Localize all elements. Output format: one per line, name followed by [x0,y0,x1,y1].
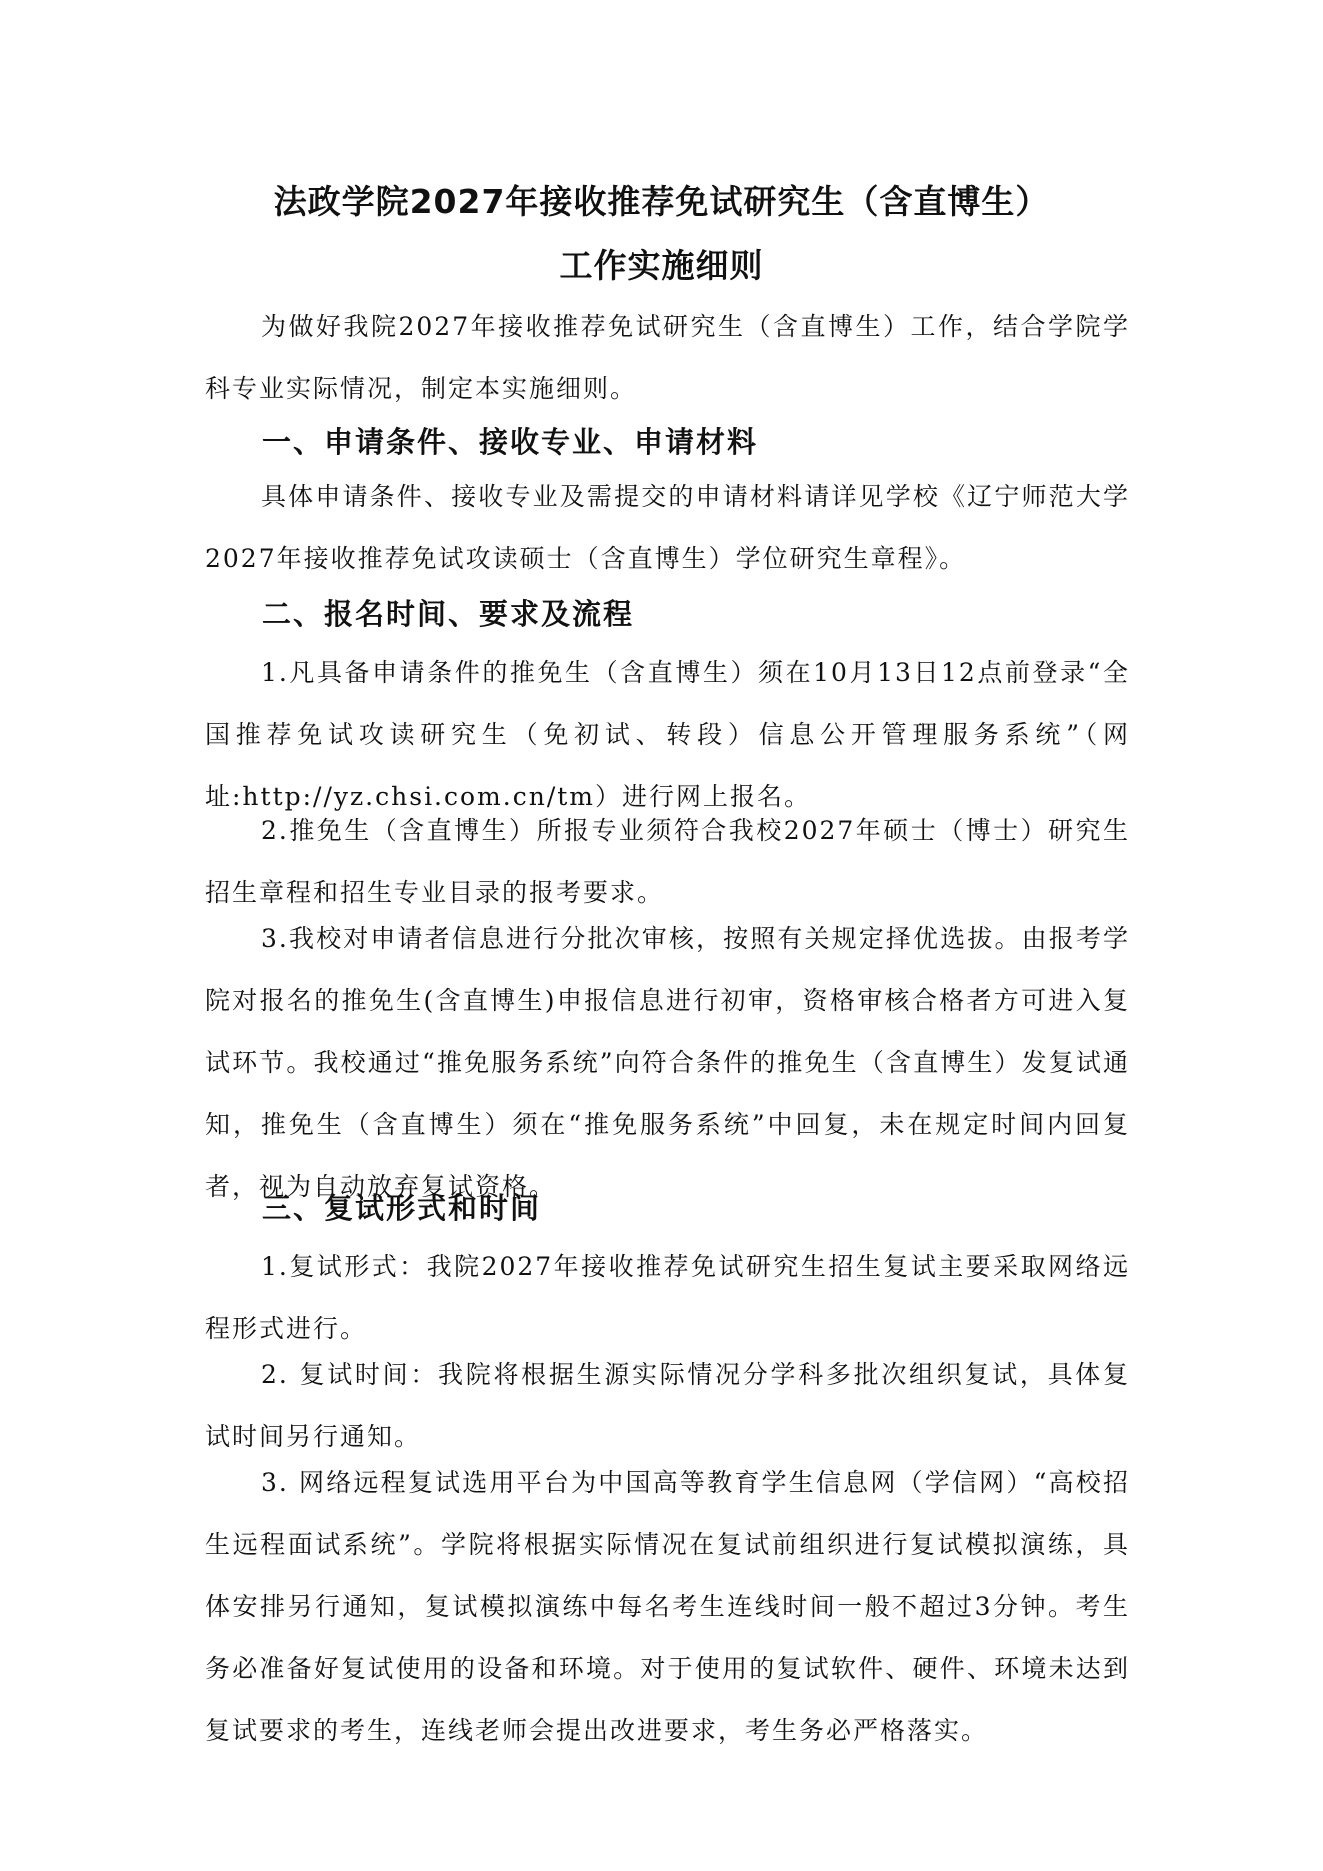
section2-paragraph-3: 3.我校对申请者信息进行分批次审核，按照有关规定择优选拔。由报考学院对报名的推免生(含直博生)申报信息进行初审，资格审核合格者方可进入复试环节。我校通过“推免服务系统”向符合条件的推免生（含直博生）发复试通知，推免生（含直博生）须在“推免服务系统”中回复，未在规定时间内回复者，视为自动放弃复试资格。 [205,924,1130,1201]
intro-paragraph: 为做好我院2027年接收推荐免试研究生（含直博生）工作，结合学院学科专业实际情况，制定本实施细则。 [205,312,1130,403]
section3-paragraph-2: 2. 复试时间：我院将根据生源实际情况分学科多批次组织复试，具体复试时间另行通知。 [205,1360,1130,1451]
section-heading-3: 三、复试形式和时间 [262,1191,542,1225]
section-heading-1: 一、申请条件、接收专业、申请材料 [262,425,759,459]
section1-paragraph-1: 具体申请条件、接收专业及需提交的申请材料请详见学校《辽宁师范大学2027年接收推荐免试攻读硕士（含直博生）学位研究生章程》。 [205,482,1130,573]
section2-paragraph-2: 2.推免生（含直博生）所报专业须符合我校2027年硕士（博士）研究生招生章程和招生专业目录的报考要求。 [205,816,1130,907]
section3-paragraph-1: 1.复试形式：我院2027年接收推荐免试研究生招生复试主要采取网络远程形式进行。 [205,1252,1130,1343]
document-title-line1: 法政学院2027年接收推荐免试研究生（含直博生） [273,182,1050,221]
section-heading-2: 二、报名时间、要求及流程 [262,597,635,631]
document-title-line2: 工作实施细则 [559,246,764,285]
section2-paragraph-1: 1.凡具备申请条件的推免生（含直博生）须在10月13日12点前登录“全国推荐免试攻读研究生（免初试、转段）信息公开管理服务系统”（网址:http://yz.chsi.com.cn/tm）进行网上报名。 [205,658,1130,811]
section3-paragraph-3: 3. 网络远程复试选用平台为中国高等教育学生信息网（学信网）“高校招生远程面试系统”。学院将根据实际情况在复试前组织进行复试模拟演练，具体安排另行通知，复试模拟演练中每名考生连线时间一般不超过3分钟。考生务必准备好复试使用的设备和环境。对于使用的复试软件、硬件、环境未达到复试要求的考生，连线老师会提出改进要求，考生务必严格落实。 [205,1468,1130,1745]
